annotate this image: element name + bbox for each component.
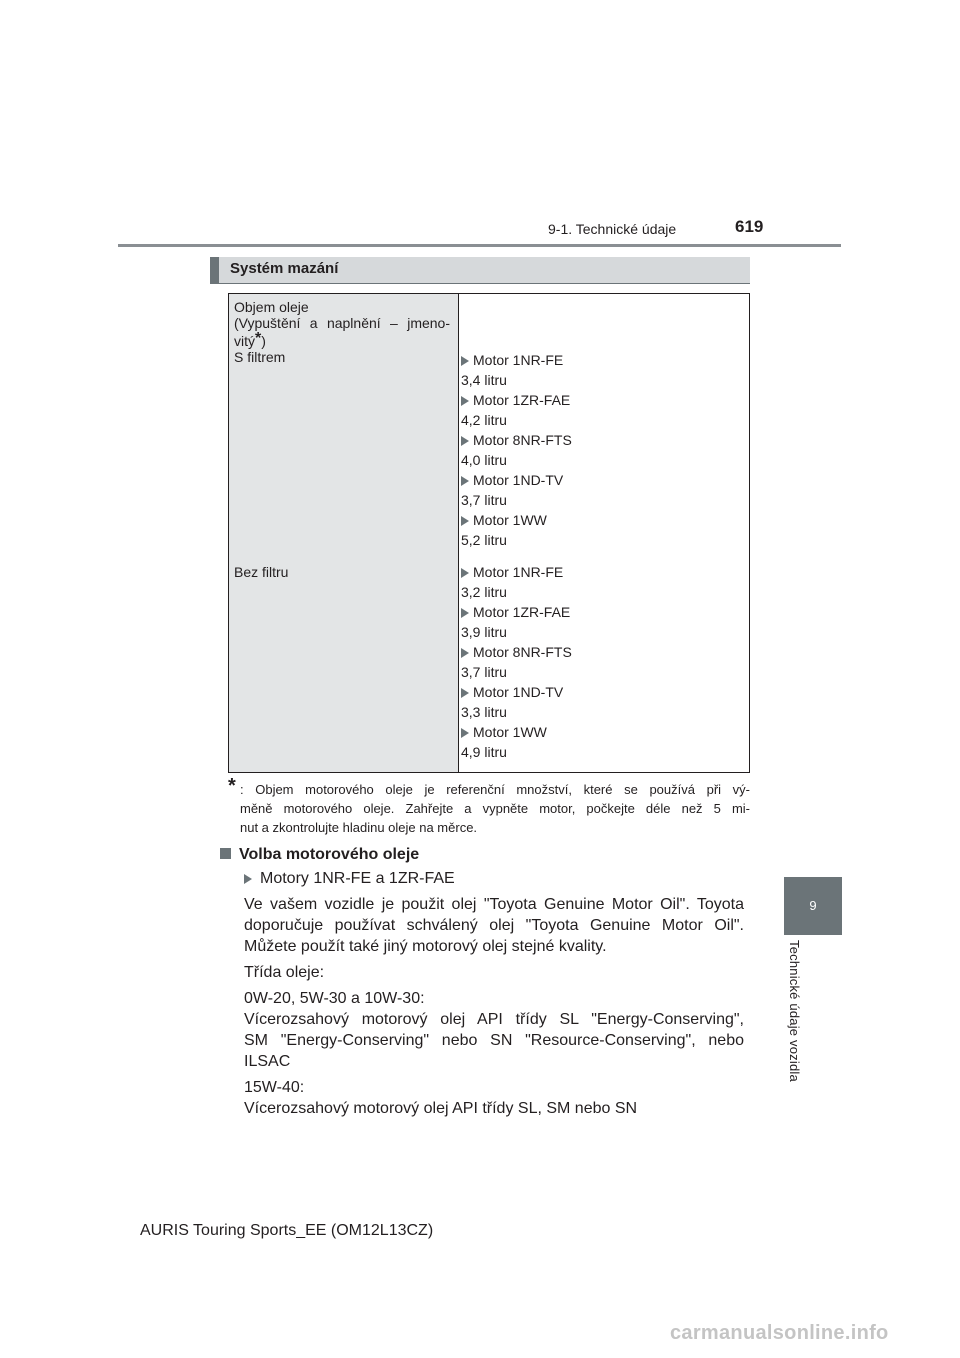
- oil-grades: 0W-20, 5W-30 a 10W-30:: [244, 990, 425, 1007]
- engine-bullet: [244, 870, 455, 888]
- motor-name: Motor 1NR-FE: [473, 564, 564, 580]
- motor-name: Motor 8NR-FTS: [473, 432, 572, 448]
- triangle-bullet-icon: [461, 476, 469, 486]
- oil-capacity-table: [228, 293, 750, 773]
- triangle-bullet-icon: [461, 436, 469, 446]
- motor-row: [461, 562, 563, 582]
- without-filter-label: Bez filtru: [234, 564, 289, 580]
- oil-capacity-label: [234, 299, 450, 365]
- capacity-value: 3,9 litru: [461, 624, 507, 640]
- triangle-bullet-icon: [244, 874, 252, 884]
- table-value-column: [461, 294, 746, 772]
- motor-row: [461, 722, 547, 742]
- motor-name: Motor 1ZR-FAE: [473, 392, 571, 408]
- label-line: (Vypuštění a naplnění – jmeno-: [234, 315, 450, 331]
- capacity-value: 4,2 litru: [461, 412, 507, 428]
- paragraph-line: doporučuje používat schválený olej "Toyota Genuine Motor Oil".: [244, 917, 744, 934]
- capacity-value: 3,2 litru: [461, 584, 507, 600]
- triangle-bullet-icon: [461, 688, 469, 698]
- motor-row: [461, 642, 572, 662]
- label-text: vitý: [234, 333, 255, 349]
- section-title: Systém mazání: [230, 260, 339, 277]
- engine-bullet-text: Motory 1NR-FE a 1ZR-FAE: [260, 870, 455, 887]
- watermark: carmanualsonline.info: [670, 1322, 889, 1344]
- subsection-heading: [220, 846, 419, 864]
- capacity-value: 4,0 litru: [461, 452, 507, 468]
- subsection-title: Volba motorového oleje: [239, 846, 420, 863]
- capacity-value: 3,7 litru: [461, 664, 507, 680]
- motor-row: [461, 510, 547, 530]
- motor-name: Motor 1ZR-FAE: [473, 604, 571, 620]
- chapter-tab: [784, 877, 842, 935]
- table-label-column: [229, 294, 459, 772]
- capacity-entry: [461, 350, 563, 390]
- label-line: Objem oleje: [234, 299, 309, 315]
- footer-model: AURIS Touring Sports_EE (OM12L13CZ): [140, 1222, 434, 1239]
- capacity-value: 3,4 litru: [461, 372, 507, 388]
- footnote-star: *: [228, 775, 236, 797]
- chapter-label: Technické údaje vozidla: [787, 940, 802, 1082]
- triangle-bullet-icon: [461, 648, 469, 658]
- motor-name: Motor 1NR-FE: [473, 352, 564, 368]
- page-number: 619: [735, 217, 764, 236]
- capacity-entry: [461, 562, 563, 602]
- section-underline: [210, 283, 750, 284]
- chapter-number: 9: [809, 898, 817, 913]
- capacity-entry: [461, 642, 572, 682]
- paragraph-line: SM "Energy-Conserving" nebo SN "Resource-Conserving", nebo: [244, 1032, 744, 1049]
- paragraph-line: Vícerozsahový motorový olej API třídy SL "Energy-Conserving",: [244, 1011, 744, 1028]
- motor-row: [461, 602, 570, 622]
- capacity-entry: [461, 682, 563, 722]
- motor-name: Motor 8NR-FTS: [473, 644, 572, 660]
- capacity-entry: [461, 430, 572, 470]
- motor-row: [461, 350, 563, 370]
- capacity-value: 3,7 litru: [461, 492, 507, 508]
- footnote: [228, 775, 750, 837]
- capacity-entry: [461, 510, 547, 550]
- capacity-entry: [461, 602, 570, 642]
- capacity-entry: [461, 390, 570, 430]
- header-divider: [118, 244, 841, 247]
- motor-name: Motor 1ND-TV: [473, 472, 564, 488]
- section-title-bar: [210, 257, 750, 283]
- label-line: [234, 331, 450, 349]
- motor-name: Motor 1WW: [473, 724, 547, 740]
- oil-grades: 15W-40:: [244, 1079, 305, 1096]
- footnote-line: měně motorového oleje. Zahřejte a vypněte motor, počkejte déle než 5 mi-: [240, 801, 750, 816]
- footnote-line: nut a zkontrolujte hladinu oleje na měrce.: [240, 820, 478, 835]
- header-section-title: 9-1. Technické údaje: [548, 221, 677, 237]
- motor-row: [461, 682, 563, 702]
- triangle-bullet-icon: [461, 568, 469, 578]
- capacity-entry: [461, 722, 547, 762]
- paragraph-line: Můžete použít také jiný motorový olej stejné kvality.: [244, 938, 607, 955]
- motor-name: Motor 1WW: [473, 512, 547, 528]
- label-text: ): [261, 333, 266, 349]
- motor-row: [461, 470, 563, 490]
- square-bullet-icon: [220, 848, 231, 859]
- triangle-bullet-icon: [461, 396, 469, 406]
- capacity-value: 3,3 litru: [461, 704, 507, 720]
- triangle-bullet-icon: [461, 728, 469, 738]
- motor-row: [461, 390, 570, 410]
- motor-row: [461, 430, 572, 450]
- paragraph-line: ILSAC: [244, 1053, 291, 1070]
- triangle-bullet-icon: [461, 516, 469, 526]
- footnote-marker: *: [255, 330, 262, 347]
- paragraph-line: Vícerozsahový motorový olej API třídy SL, SM nebo SN: [244, 1100, 638, 1117]
- capacity-value: 4,9 litru: [461, 744, 507, 760]
- triangle-bullet-icon: [461, 356, 469, 366]
- triangle-bullet-icon: [461, 608, 469, 618]
- paragraph-line: Ve vašem vozidle je použit olej "Toyota Genuine Motor Oil". Toyota: [244, 896, 744, 913]
- capacity-entry: [461, 470, 563, 510]
- oil-class-label: Třída oleje:: [244, 964, 325, 981]
- motor-name: Motor 1ND-TV: [473, 684, 564, 700]
- capacity-value: 5,2 litru: [461, 532, 507, 548]
- footnote-line: : Objem motorového oleje je referenční množství, které se používá při vý-: [240, 782, 750, 797]
- with-filter-label: S filtrem: [234, 349, 286, 365]
